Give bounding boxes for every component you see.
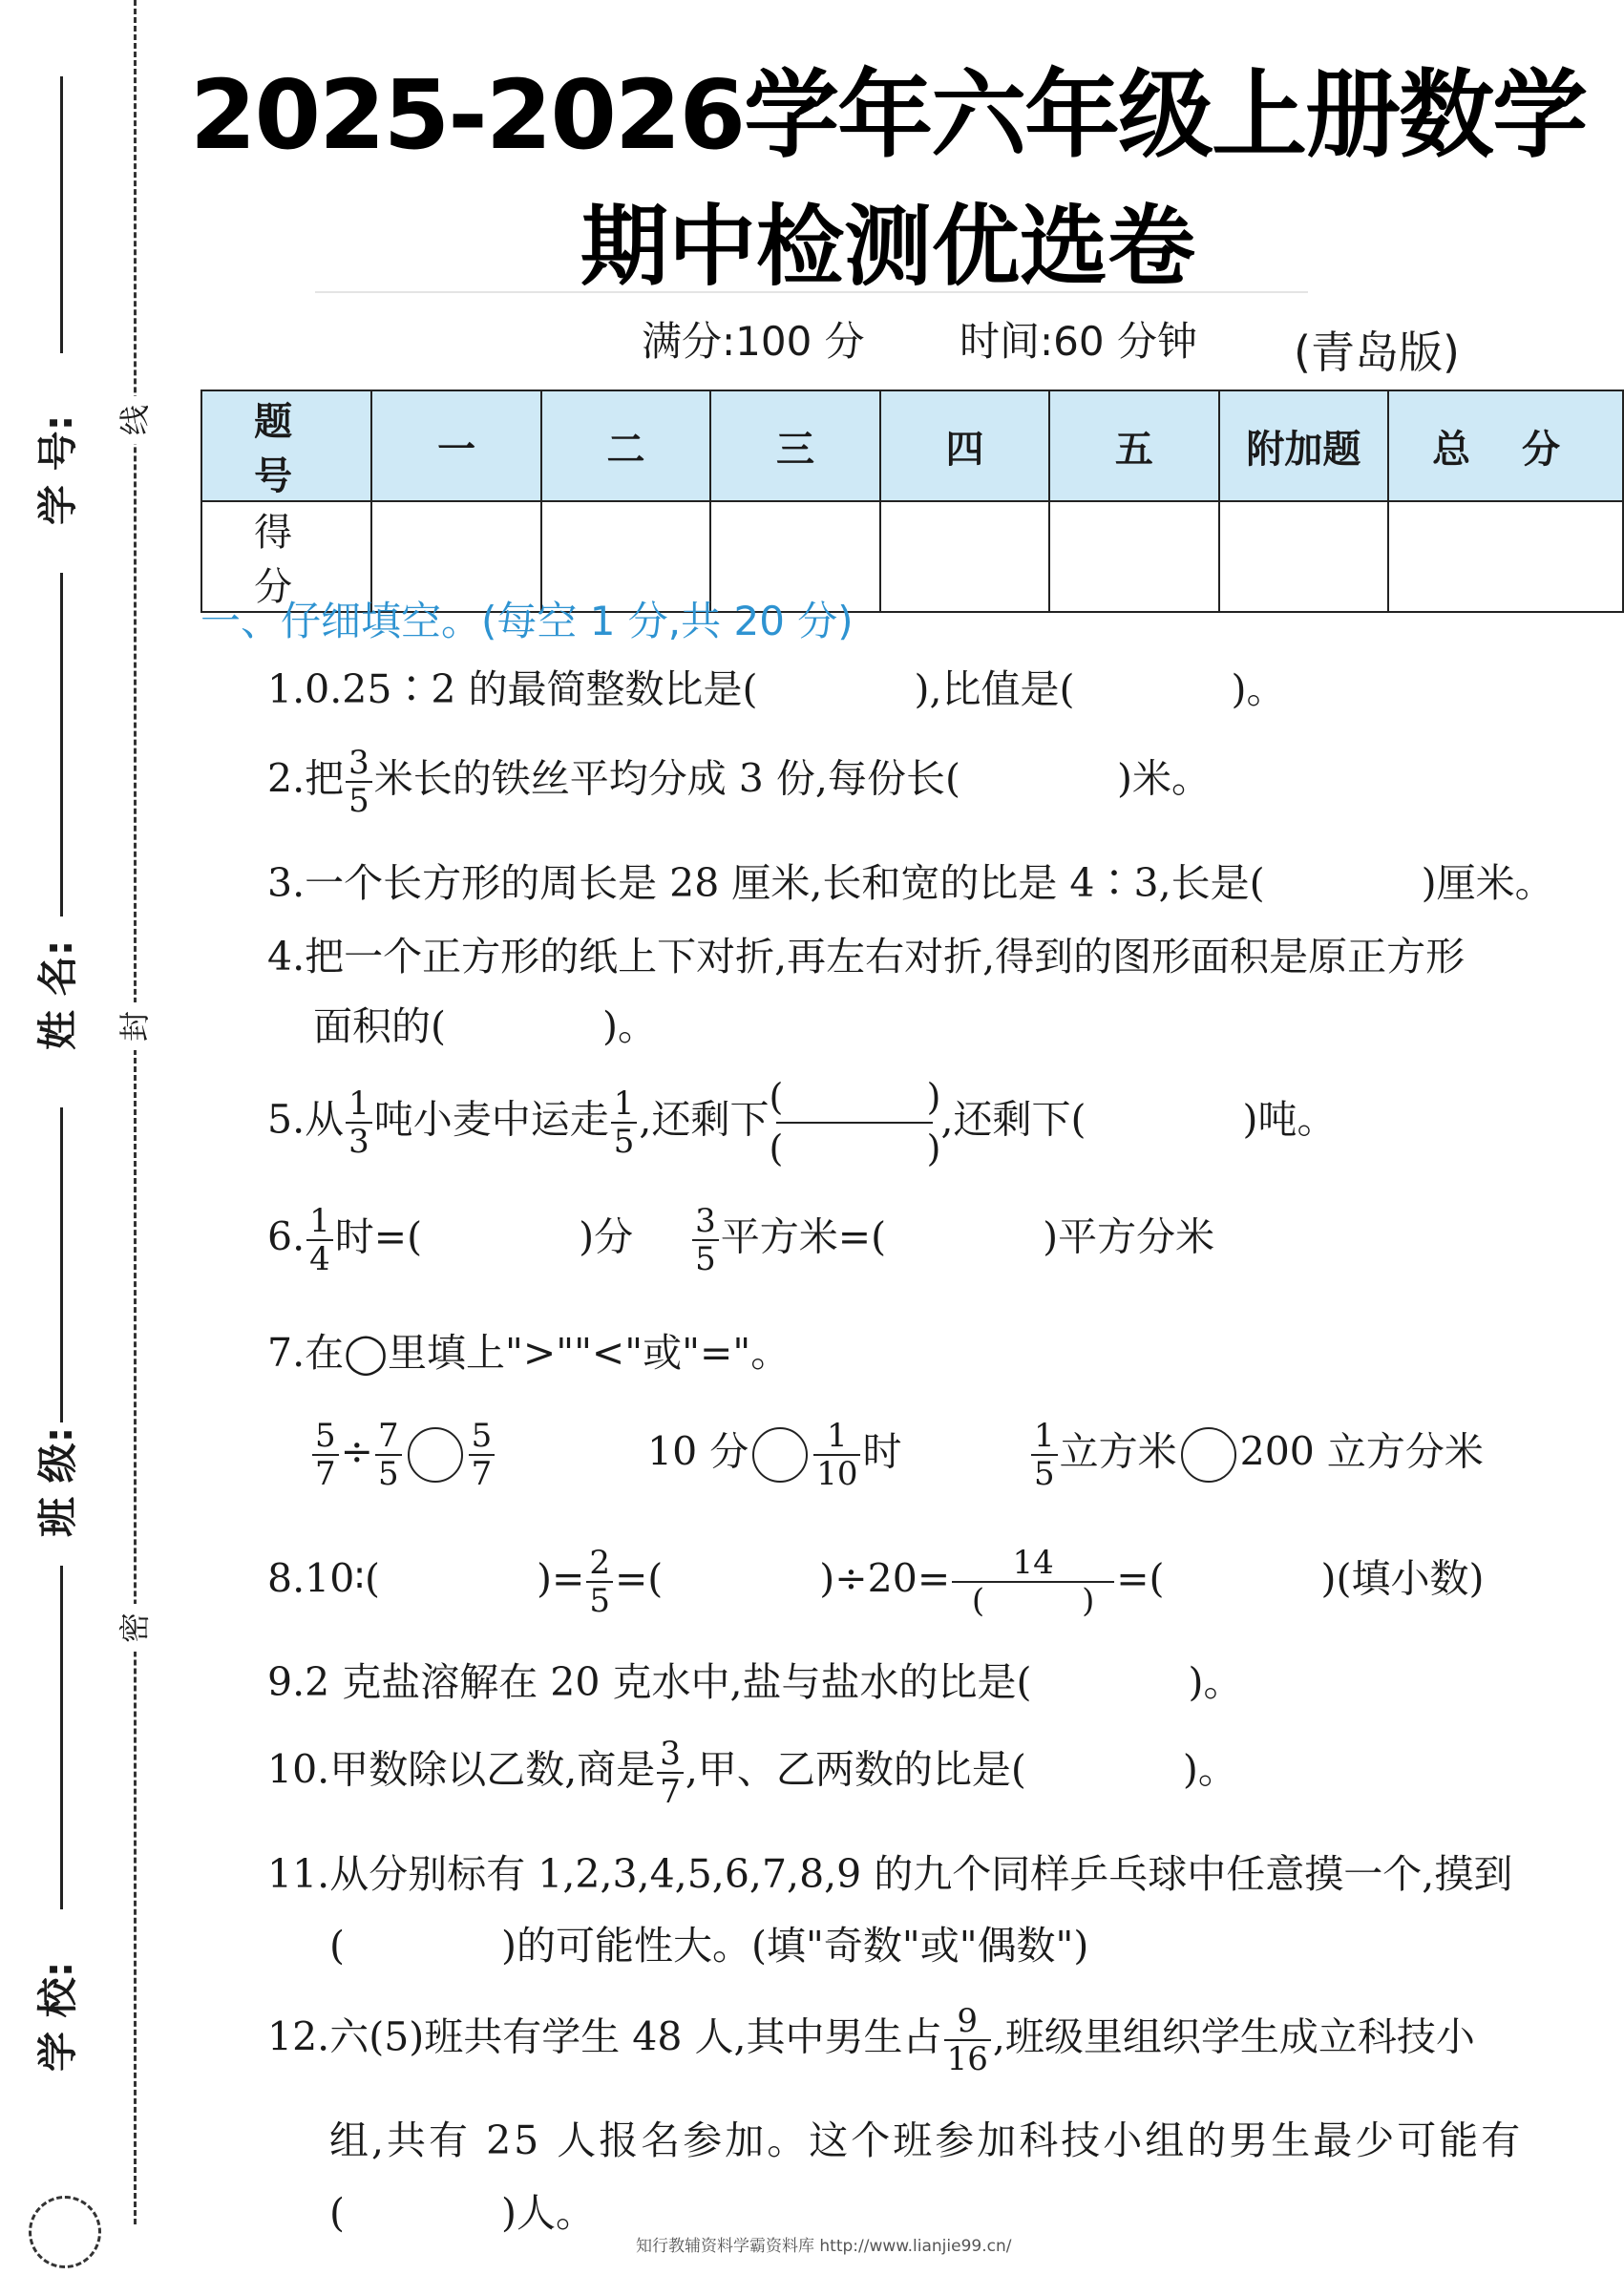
school-label: 学 校:	[34, 1961, 81, 2072]
q12-fraction	[944, 2002, 991, 2078]
q12-prefix: 12.六(5)班共有学生 48 人,其中男生占	[267, 2013, 942, 2060]
q6-fraction-2	[692, 1202, 719, 1278]
title-divider	[315, 291, 1308, 293]
question-9: 9.2 克盐溶解在 20 克水中,盐与盐水的比是( )。	[267, 1659, 1243, 1705]
q5-suffix: ,还剩下( )吨。	[940, 1096, 1337, 1143]
q10-suffix: ,甲、乙两数的比是( )。	[685, 1746, 1237, 1793]
q7a-compare-circle[interactable]	[408, 1427, 463, 1483]
q7b-fraction	[813, 1417, 860, 1493]
q6-frac1-den: 4	[309, 1240, 330, 1278]
q12-frac-den: 16	[946, 2040, 988, 2078]
score-cell-5[interactable]	[1049, 501, 1218, 612]
header-part-5: 五	[1049, 390, 1218, 501]
q7a-fraction-1	[312, 1417, 339, 1493]
q12-frac-num: 9	[944, 2005, 991, 2041]
question-11-line-2: ( )的可能性大。(填"奇数"或"偶数")	[329, 1923, 1089, 1969]
question-7c	[1029, 1417, 1484, 1493]
q7c-compare-circle[interactable]	[1181, 1427, 1236, 1483]
q6-frac2-den: 5	[695, 1240, 716, 1278]
seal-seal-char: 封	[111, 1002, 158, 1050]
q10-frac-num: 3	[657, 1738, 684, 1774]
q8-frac2-den: ( )	[971, 1582, 1095, 1620]
section-1-heading: 一、仔细填空。(每空 1 分,共 20 分)	[200, 598, 854, 644]
q7a-frac2-den: 5	[378, 1455, 399, 1493]
q2-frac-den: 5	[348, 782, 369, 820]
score-row-label: 得 分	[201, 501, 371, 612]
q7b-frac-num: 1	[813, 1420, 860, 1456]
q8-middle: =( )÷20=	[614, 1555, 951, 1602]
header-part-4: 四	[880, 390, 1049, 501]
seal-line-char: 线	[111, 396, 158, 444]
question-10	[267, 1735, 1237, 1811]
q5-frac1-num: 1	[346, 1087, 372, 1124]
q12-suffix: ,班级里组织学生成立科技小	[992, 2013, 1475, 2060]
question-6	[267, 1202, 1215, 1278]
score-cell-bonus[interactable]	[1219, 501, 1388, 612]
q5-frac2-num: 1	[611, 1087, 638, 1124]
q2-fraction	[346, 744, 372, 820]
full-score-text: 满分:100 分	[642, 318, 865, 365]
q5-frac1-den: 3	[348, 1123, 369, 1161]
q7a-fraction-2	[375, 1417, 402, 1493]
q7a-frac3-den: 7	[471, 1455, 493, 1493]
q7a-frac1-num: 5	[312, 1420, 339, 1456]
binding-dashed-line	[134, 0, 137, 2224]
question-3: 3.一个长方形的周长是 28 厘米,长和宽的比是 4∶3,长是( )厘米。	[267, 860, 1554, 906]
question-1: 1.0.25∶2 的最简整数比是( ),比值是( )。	[267, 666, 1286, 712]
question-12-line-1	[267, 2002, 1475, 2078]
page-title: 2025-2026学年六年级上册数学	[189, 59, 1587, 171]
question-12-line-3: ( )人。	[329, 2190, 595, 2236]
q7b-frac-den: 10	[816, 1455, 858, 1493]
seal-secret-char: 密	[111, 1604, 158, 1652]
q7c-frac-num: 1	[1031, 1420, 1058, 1456]
q5-blank-fraction[interactable]: ( ) ( )	[769, 1076, 941, 1169]
page-subtitle: 期中检测优选卷	[580, 196, 1195, 298]
q6-middle: 时=( )分	[334, 1213, 634, 1260]
q10-fraction	[657, 1735, 684, 1811]
q7a-frac3-num: 5	[469, 1420, 496, 1456]
question-11-line-1: 11.从分别标有 1,2,3,4,5,6,7,8,9 的九个同样乒乓球中任意摸一个,摸到	[267, 1851, 1513, 1897]
q5-fraction-2	[611, 1085, 638, 1161]
q8-fraction-2	[952, 1544, 1114, 1620]
question-8	[267, 1544, 1485, 1620]
score-table-header-row	[201, 390, 1623, 501]
q7b-suffix: 时	[862, 1428, 902, 1475]
q6-prefix: 6.	[267, 1213, 306, 1260]
q7a-operator: ÷	[340, 1428, 373, 1475]
q8-frac1-den: 5	[589, 1582, 610, 1620]
q7c-suffix: 200 立方分米	[1239, 1428, 1484, 1475]
q5-middle: 吨小麦中运走	[373, 1096, 609, 1143]
q5-fraction-1	[346, 1085, 372, 1161]
q8-frac1-num: 2	[586, 1547, 613, 1583]
edition-text: (青岛版)	[1294, 327, 1460, 378]
question-5	[267, 1076, 1337, 1169]
question-7: 7.在◯里填上">""<"或"="。	[267, 1330, 791, 1376]
q5-frac2-den: 5	[613, 1123, 635, 1161]
question-2	[267, 744, 1211, 820]
header-part-3: 三	[710, 390, 879, 501]
header-question-no: 题 号	[201, 390, 371, 501]
header-bonus: 附加题	[1219, 390, 1388, 501]
score-table	[200, 390, 1624, 613]
question-12-line-2: 组,共有 25 人报名参加。这个班参加科技小组的男生最少可能有	[329, 2117, 1524, 2163]
school-rule	[60, 1566, 63, 1909]
question-7b	[647, 1417, 902, 1493]
question-4-line-1: 4.把一个正方形的纸上下对折,再左右对折,得到的图形面积是原正方形	[267, 934, 1466, 980]
question-4-line-2: 面积的( )。	[313, 1003, 657, 1049]
score-cell-4[interactable]	[880, 501, 1049, 612]
footer-watermark: 知行教辅资料学霸资料库 http://www.lianjie99.cn/	[636, 2237, 1012, 2256]
header-part-2: 二	[541, 390, 710, 501]
q2-suffix: 米长的铁丝平均分成 3 份,每份长( )米。	[373, 755, 1211, 802]
q5-middle-2: ,还剩下	[639, 1096, 770, 1143]
q7c-frac-den: 5	[1034, 1455, 1055, 1493]
q10-prefix: 10.甲数除以乙数,商是	[267, 1746, 656, 1793]
q2-prefix: 2.把	[267, 755, 345, 802]
header-part-1: 一	[371, 390, 540, 501]
q2-frac-num: 3	[346, 747, 372, 783]
q7b-compare-circle[interactable]	[752, 1427, 808, 1483]
q10-frac-den: 7	[660, 1773, 681, 1811]
score-cell-total[interactable]	[1388, 501, 1623, 612]
q7a-frac2-num: 7	[375, 1420, 402, 1456]
q6-frac1-num: 1	[306, 1205, 333, 1241]
q7a-frac1-den: 7	[315, 1455, 336, 1493]
q7c-middle: 立方米	[1059, 1428, 1177, 1475]
q6-suffix: 平方米=( )平方分米	[720, 1213, 1215, 1260]
student-name-label: 姓 名:	[34, 939, 81, 1050]
q7c-fraction	[1031, 1417, 1058, 1493]
q8-prefix: 8.10∶( )=	[267, 1555, 585, 1602]
q8-fraction-1	[586, 1544, 613, 1620]
q7b-prefix: 10 分	[647, 1428, 749, 1475]
q8-frac2-num: 14	[952, 1547, 1114, 1583]
student-name-rule	[60, 573, 63, 916]
class-label: 班 级:	[34, 1426, 81, 1537]
q8-suffix: =( )(填小数)	[1116, 1555, 1485, 1602]
header-total: 总 分	[1388, 390, 1623, 501]
corner-dashed-circle	[29, 2196, 101, 2268]
student-id-rule	[60, 76, 63, 353]
question-7a	[310, 1417, 496, 1493]
student-id-label: 学 号:	[34, 414, 81, 525]
q7a-fraction-3	[469, 1417, 496, 1493]
time-limit-text: 时间:60 分钟	[960, 318, 1197, 365]
q6-fraction-1	[306, 1202, 333, 1278]
class-rule	[60, 1107, 63, 1422]
q6-frac2-num: 3	[692, 1205, 719, 1241]
q5-prefix: 5.从	[267, 1096, 345, 1143]
